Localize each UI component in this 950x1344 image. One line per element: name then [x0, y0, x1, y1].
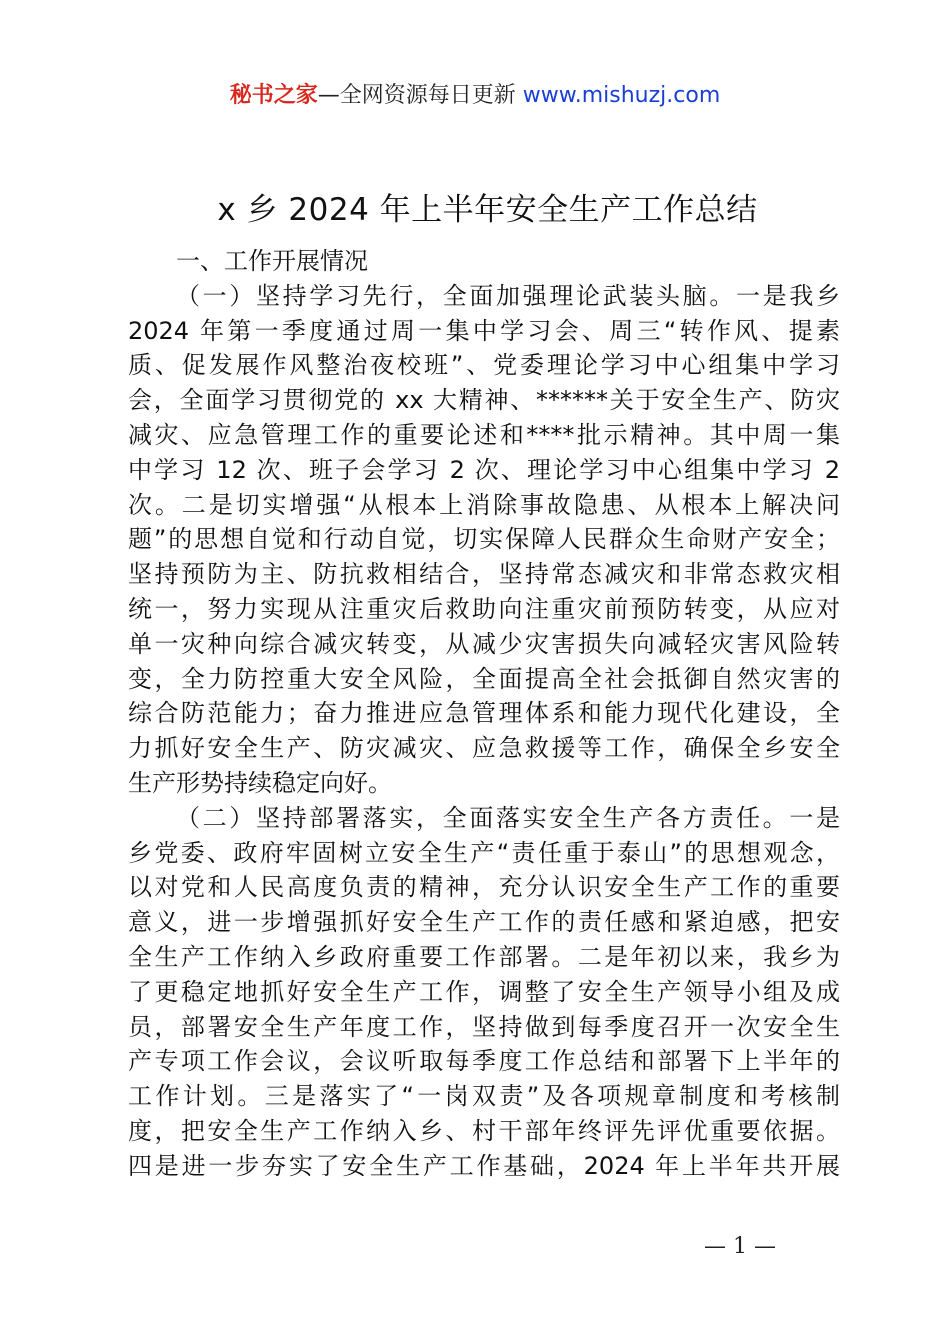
body-line: 工作计划。三是落实了“一岗双责”及各项规章制度和考核制: [128, 1082, 840, 1111]
body-line: 次。二是切实增强“从根本上消除事故隐患、从根本上解决问: [128, 490, 840, 519]
body-line: 四是进一步夯实了安全生产工作基础，2024 年上半年共开展: [128, 1151, 840, 1180]
body-line: 产专项工作会议，会议听取每季度工作总结和部署下上半年的: [128, 1047, 840, 1076]
body-line: 中学习 12 次、班子会学习 2 次、理论学习中心组集中学习 2: [128, 455, 840, 484]
body-line: 质、促发展作风整治夜校班”、党委理论学习中心组集中学习: [128, 351, 840, 380]
body-line: 力抓好安全生产、防灾减灾、应急救援等工作，确保全乡安全: [128, 734, 840, 763]
body-line: 全生产工作纳入乡政府重要工作部署。二是年初以来，我乡为: [128, 942, 840, 971]
body-line: 2024 年第一季度通过周一集中学习会、周三“转作风、提素: [128, 316, 840, 345]
banner-tagline: —全网资源每日更新: [317, 83, 523, 108]
body-line: 综合防范能力；奋力推进应急管理体系和能力现代化建设，全: [128, 699, 840, 728]
body-line: 了更稳定地抓好安全生产工作，调整了安全生产领导小组及成: [128, 977, 840, 1006]
section-heading: 一、工作开展情况: [176, 247, 368, 275]
banner-brand: 秘书之家: [229, 83, 318, 108]
body-line: 会，全面学习贯彻党的 xx 大精神、******关于安全生产、防灾: [128, 386, 840, 415]
body-line: 乡党委、政府牢固树立安全生产“责任重于泰山”的思想观念，: [128, 838, 840, 867]
body-line: （二）坚持部署落实，全面落实安全生产各方责任。一是: [176, 803, 840, 832]
body-line: 变，全力防控重大安全风险，全面提高全社会抵御自然灾害的: [128, 664, 840, 693]
page-number: — 1 —: [704, 1234, 776, 1259]
body-line: 坚持预防为主、防抗救相结合，坚持常态减灾和非常态救灾相: [128, 560, 840, 589]
body-line: 意义，进一步增强抓好安全生产工作的责任感和紧迫感，把安: [128, 908, 840, 937]
site-banner: [0, 80, 950, 112]
body-line: 题”的思想自觉和行动自觉，切实保障人民群众生命财产安全；: [128, 525, 840, 554]
body-line: （一）坚持学习先行，全面加强理论武装头脑。一是我乡: [176, 281, 840, 310]
body-line: 生产形势持续稳定向好。: [128, 768, 392, 797]
document-body: [128, 244, 840, 1184]
body-line: 以对党和人民高度负责的精神，充分认识安全生产工作的重要: [128, 873, 840, 902]
body-line: 员，部署安全生产年度工作，坚持做到每季度召开一次安全生: [128, 1012, 840, 1041]
body-line: 单一灾种向综合减灾转变，从减少灾害损失向减轻灾害风险转: [128, 629, 840, 658]
body-line: 统一，努力实现从注重灾后救助向注重灾前预防转变，从应对: [128, 594, 840, 623]
body-line: 度，把安全生产工作纳入乡、村干部年终评先评优重要依据。: [128, 1116, 840, 1145]
banner-url-link[interactable]: www.mishuzj.com: [522, 83, 721, 108]
body-line: 减灾、应急管理工作的重要论述和****批示精神。其中周一集: [128, 420, 840, 449]
document-title: x 乡 2024 年上半年安全生产工作总结: [217, 192, 758, 228]
